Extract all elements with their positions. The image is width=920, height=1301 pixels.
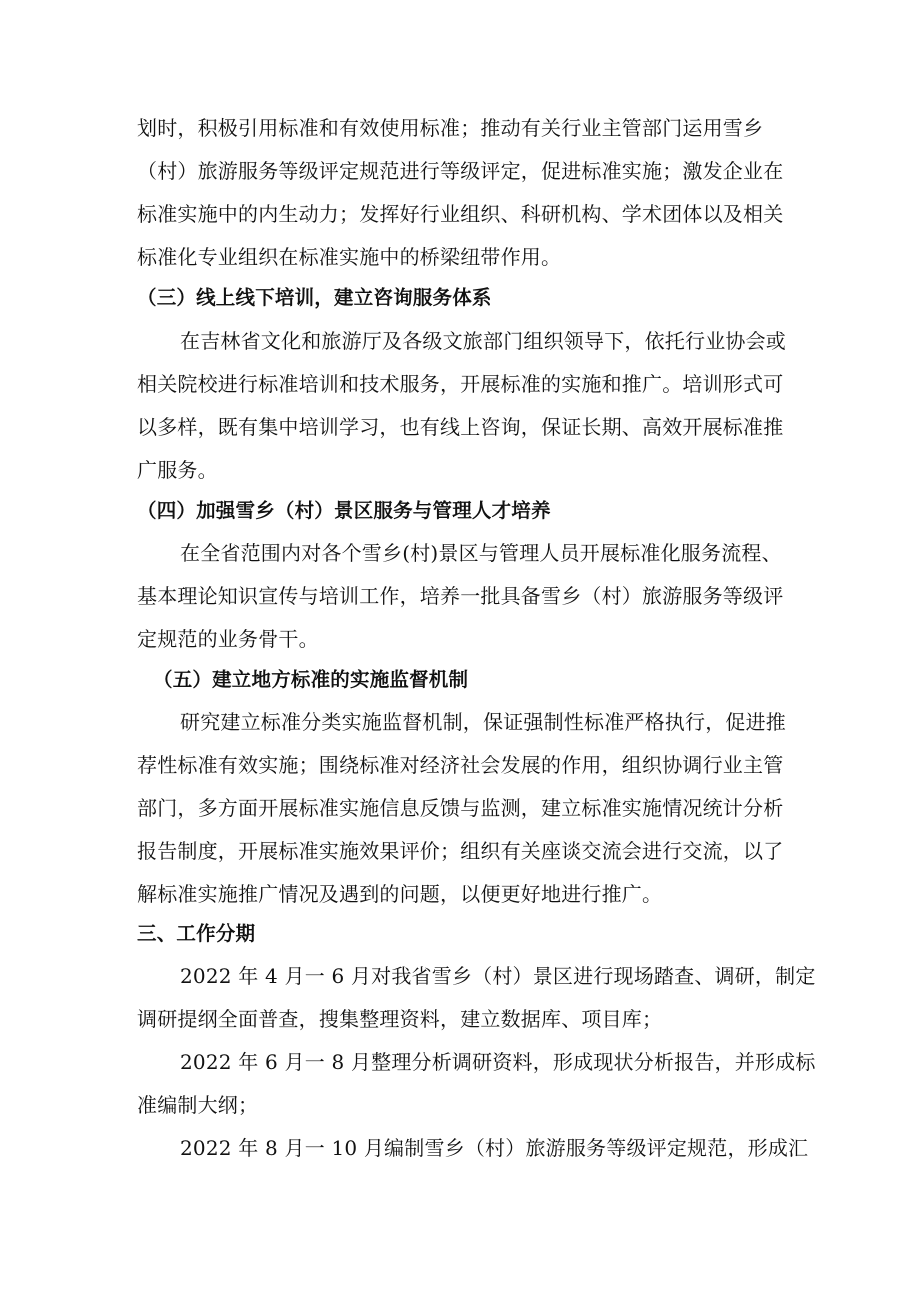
body-text-line: 准编制大纲； bbox=[137, 1093, 259, 1117]
section-heading-five: （五）建立地方标准的实施监督机制 bbox=[153, 668, 469, 691]
body-text-line: 2022 年 6 月一 8 月整理分析调研资料，形成现状分析报告，并形成标 bbox=[180, 1050, 816, 1074]
body-text-line: 解标准实施推广情况及遇到的问题，以便更好地进行推广。 bbox=[137, 882, 663, 906]
body-text-line: 2022 年 8 月一 10 月编制雪乡（村）旅游服务等级评定规范，形成汇 bbox=[180, 1136, 809, 1160]
body-text-line: 基本理论知识宣传与培训工作，培养一批具备雪乡（村）旅游服务等级评 bbox=[137, 584, 784, 608]
body-text-line: 调研提纲全面普查，搜集整理资料，建立数据库、项目库； bbox=[137, 1007, 663, 1031]
body-text-line: 部门，多方面开展标准实施信息反馈与监测，建立标准实施情况统计分析 bbox=[137, 796, 784, 820]
body-text-line: 广服务。 bbox=[137, 458, 218, 482]
section-heading-work-phases: 三、工作分期 bbox=[137, 922, 256, 945]
body-text-line: 相关院校进行标准培训和技术服务，开展标准的实施和推广。培训形式可 bbox=[137, 372, 784, 396]
section-heading-three: （三）线上线下培训，建立咨询服务体系 bbox=[137, 286, 492, 309]
body-text-line: 研究建立标准分类实施监督机制，保证强制性标准严格执行，促进推 bbox=[180, 710, 786, 734]
body-text-line: 报告制度，开展标准实施效果评价；组织有关座谈交流会进行交流，以了 bbox=[137, 839, 784, 863]
body-text-line: 标准实施中的内生动力；发挥好行业组织、科研机构、学术团体以及相关 bbox=[137, 202, 784, 226]
body-text-line: 在吉林省文化和旅游厅及各级文旅部门组织领导下，依托行业协会或 bbox=[180, 329, 786, 353]
body-text-line: 以多样，既有集中培训学习，也有线上咨询，保证长期、高效开展标准推 bbox=[137, 415, 784, 439]
section-heading-four: （四）加强雪乡（村）景区服务与管理人才培养 bbox=[137, 499, 551, 522]
body-text-line: 划时，积极引用标准和有效使用标准；推动有关行业主管部门运用雪乡 bbox=[137, 116, 764, 140]
body-text-line: 荐性标准有效实施；围绕标准对经济社会发展的作用，组织协调行业主管 bbox=[137, 753, 784, 777]
body-text-line: （村）旅游服务等级评定规范进行等级评定，促进标准实施；激发企业在 bbox=[137, 159, 784, 183]
body-text-line: 在全省范围内对各个雪乡(村)景区与管理人员开展标准化服务流程、 bbox=[180, 541, 782, 565]
body-text-line: 2022 年 4 月一 6 月对我省雪乡（村）景区进行现场踏查、调研，制定 bbox=[180, 964, 816, 988]
body-text-line: 标准化专业组织在标准实施中的桥梁纽带作用。 bbox=[137, 245, 562, 269]
body-text-line: 定规范的业务骨干。 bbox=[137, 627, 319, 651]
